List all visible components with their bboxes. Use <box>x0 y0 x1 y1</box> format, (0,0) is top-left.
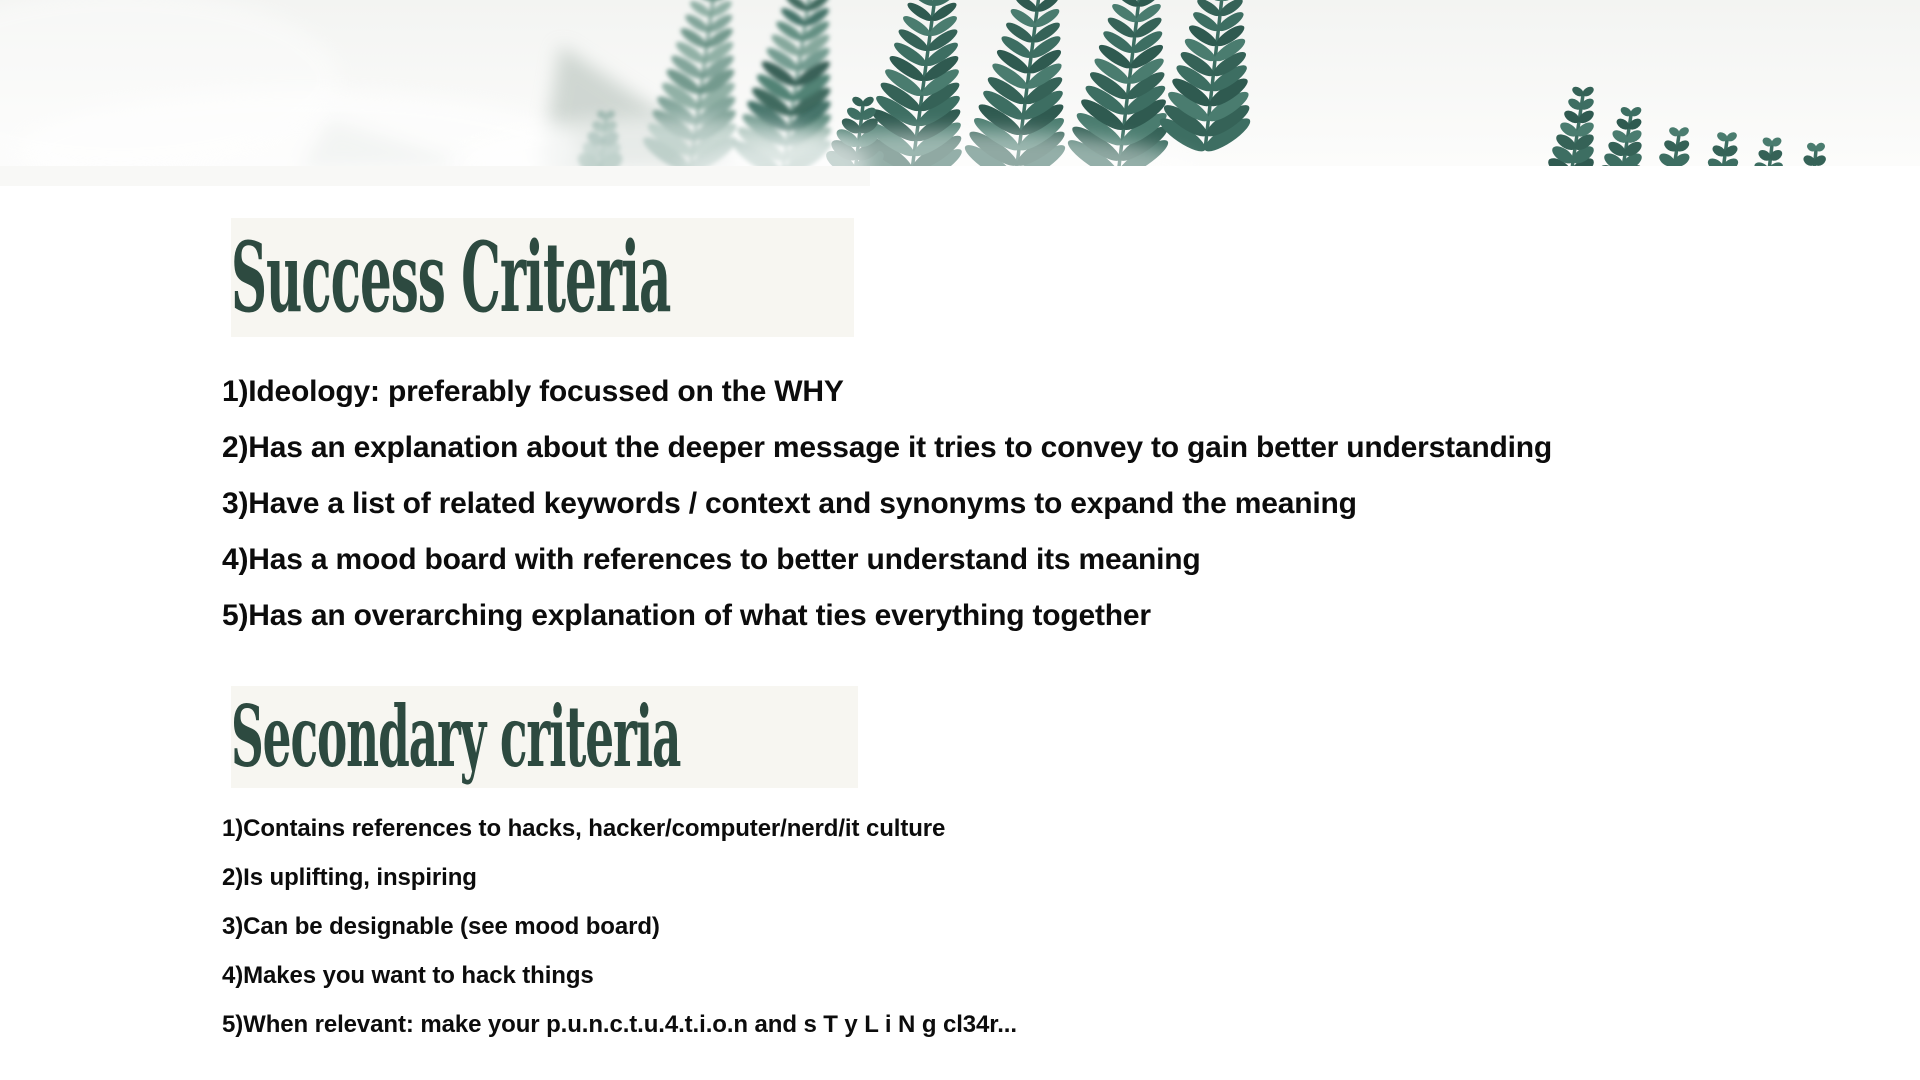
criteria-item: 3)Can be designable (see mood board) <box>222 913 660 940</box>
criteria-item: 4)Has a mood board with references to better understand its meaning <box>222 543 1201 576</box>
success-criteria-list <box>222 364 1552 644</box>
criteria-item: 2)Is uplifting, inspiring <box>222 864 477 891</box>
criteria-item: 5)When relevant: make your p.u.n.c.t.u.4.t.i.o.n and s T y L i N g cl34r... <box>222 1011 1017 1038</box>
criteria-item: 5)Has an overarching explanation of what ties everything together <box>222 599 1151 632</box>
success-criteria-title: Success Criteria <box>231 220 671 334</box>
fern-illustration <box>0 0 1920 190</box>
success-criteria-title-box <box>231 218 854 337</box>
criteria-item: 4)Makes you want to hack things <box>222 962 594 989</box>
criteria-item: 3)Have a list of related keywords / context and synonyms to expand the meaning <box>222 487 1357 520</box>
secondary-criteria-list <box>222 804 1017 1049</box>
criteria-item: 1)Contains references to hacks, hacker/computer/nerd/it culture <box>222 815 946 842</box>
secondary-criteria-title: Secondary criteria <box>231 687 681 786</box>
fern-photo-banner <box>0 0 1920 190</box>
criteria-item: 2)Has an explanation about the deeper message it tries to convey to gain better understanding <box>222 431 1553 464</box>
criteria-item: 1)Ideology: preferably focussed on the WHY <box>222 375 844 408</box>
secondary-criteria-title-box <box>231 686 858 788</box>
